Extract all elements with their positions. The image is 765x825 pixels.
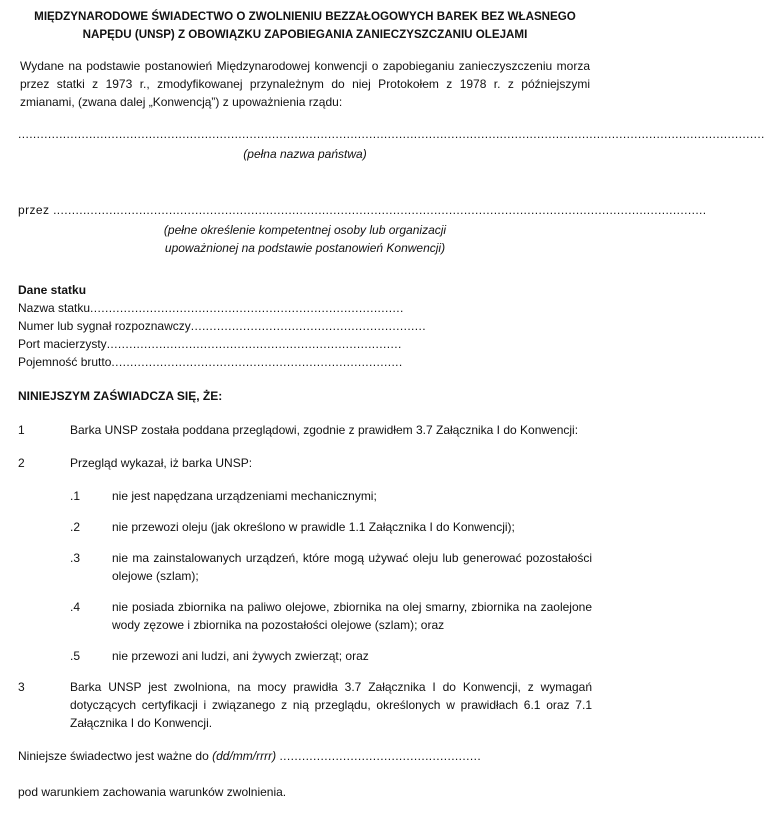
validity-dots: ...................................................... bbox=[279, 748, 482, 763]
sub-clause bbox=[70, 598, 592, 634]
field-dots: .................................................................................... bbox=[90, 300, 404, 315]
issuer-caption-line-1: (pełne określenie kompetentnej osoby lub organizacji bbox=[163, 222, 447, 237]
sub-clause-text: nie ma zainstalowanych urządzeń, które mogą używać oleju lub generować pozostałości olejowe (szlam); bbox=[112, 550, 592, 583]
clause-text: Przegląd wykazał, iż barka UNSP: bbox=[70, 455, 253, 470]
ship-data-fields bbox=[18, 299, 592, 371]
sub-clause-number: .5 bbox=[70, 648, 81, 663]
sub-clause-number: .1 bbox=[70, 488, 81, 503]
field-dots: .............................................................................. bbox=[111, 354, 403, 369]
sub-clause-text: nie jest napędzana urządzeniami mechanicznymi; bbox=[112, 488, 377, 503]
issuer-dots: ............................................................................................................................................................................... bbox=[53, 202, 707, 217]
state-name-caption: (pełna nazwa państwa) bbox=[243, 146, 367, 161]
state-name-line: ........................................................................................................................................................................................................ bbox=[18, 126, 765, 141]
sub-clause-text: nie posiada zbiornika na paliwo olejowe, zbiornika na olej smarny, zbiornika na zaolejone wody zęzowe i zbiornika na pozostałości olejowe (szlam); oraz bbox=[112, 599, 592, 632]
issuer-line bbox=[18, 201, 707, 219]
clause-3 bbox=[18, 678, 592, 732]
field-label: Numer lub sygnał rozpoznawczy bbox=[18, 318, 191, 333]
clause-number: 2 bbox=[18, 455, 25, 470]
clause-text: Barka UNSP jest zwolniona, na mocy prawidła 3.7 Załącznika I do Konwencji, z wymagań dotyczących certyfikacji i związanego z nią przeglądu, określonych w prawidłach 6.1 oraz 7.1 Załącznika I do Konwencji. bbox=[70, 679, 592, 730]
title-line-2: NAPĘDU (UNSP) Z OBOWIĄZKU ZAPOBIEGANIA ZANIECZYSZCZANIU OLEJAMI bbox=[82, 27, 528, 41]
field-label: Port macierzysty bbox=[18, 336, 107, 351]
clause-1 bbox=[18, 421, 592, 439]
field-dots: ............................................................... bbox=[190, 318, 426, 333]
sub-clause-text: nie przewozi ani ludzi, ani żywych zwierząt; oraz bbox=[112, 648, 369, 663]
condition-line: pod warunkiem zachowania warunków zwolnienia. bbox=[18, 784, 287, 799]
sub-clause-text: nie przewozi oleju (jak określono w prawidle 1.1 Załącznika I do Konwencji); bbox=[112, 519, 515, 534]
clause-2-sublist bbox=[70, 487, 592, 665]
validity-line bbox=[18, 747, 592, 765]
clause-text: Barka UNSP została poddana przeglądowi, zgodnie z prawidłem 3.7 Załącznika I do Konwencji: bbox=[70, 422, 579, 437]
sub-clause bbox=[70, 487, 592, 505]
title-line-1: MIĘDZYNARODOWE ŚWIADECTWO O ZWOLNIENIU BEZZAŁOGOWYCH BAREK BEZ WŁASNEGO bbox=[34, 10, 576, 23]
ship-name-field bbox=[18, 299, 592, 317]
field-dots: ............................................................................... bbox=[106, 336, 402, 351]
ship-id-field bbox=[18, 317, 592, 335]
certify-heading: NINIEJSZYM ZAŚWIADCZA SIĘ, ŻE: bbox=[18, 388, 223, 403]
clause-number: 3 bbox=[18, 679, 25, 694]
sub-clause bbox=[70, 647, 592, 665]
clause-number: 1 bbox=[18, 422, 25, 437]
sub-clause-number: .3 bbox=[70, 550, 81, 565]
home-port-field bbox=[18, 335, 592, 353]
issuer-caption-line-2: upoważnionej na podstawie postanowień Konwencji) bbox=[164, 240, 446, 255]
validity-prefix: Niniejsze świadectwo jest ważne do bbox=[18, 748, 209, 763]
sub-clause bbox=[70, 518, 592, 536]
document-title bbox=[18, 8, 592, 44]
ship-data-heading: Dane statku bbox=[18, 282, 87, 297]
sub-clause-number: .2 bbox=[70, 519, 81, 534]
intro-paragraph: Wydane na podstawie postanowień Międzynarodowej konwencji o zapobieganiu zanieczyszczeniu morza przez statki z 1973 r., zmodyfikowanej przynależnym do niej Protokołem z 1978 r. z późniejszymi zmianami, (zwana dalej „Konwencją”) z upoważnienia rządu: bbox=[20, 58, 590, 109]
issuer-label: przez bbox=[18, 202, 50, 217]
gross-tonnage-field bbox=[18, 353, 592, 371]
sub-clause-number: .4 bbox=[70, 599, 81, 614]
sub-clause bbox=[70, 549, 592, 585]
field-label: Nazwa statku bbox=[18, 300, 91, 315]
field-label: Pojemność brutto bbox=[18, 354, 112, 369]
validity-date-format: (dd/mm/rrrr) bbox=[212, 748, 277, 763]
clause-2 bbox=[18, 454, 592, 472]
issuer-caption bbox=[18, 221, 592, 257]
